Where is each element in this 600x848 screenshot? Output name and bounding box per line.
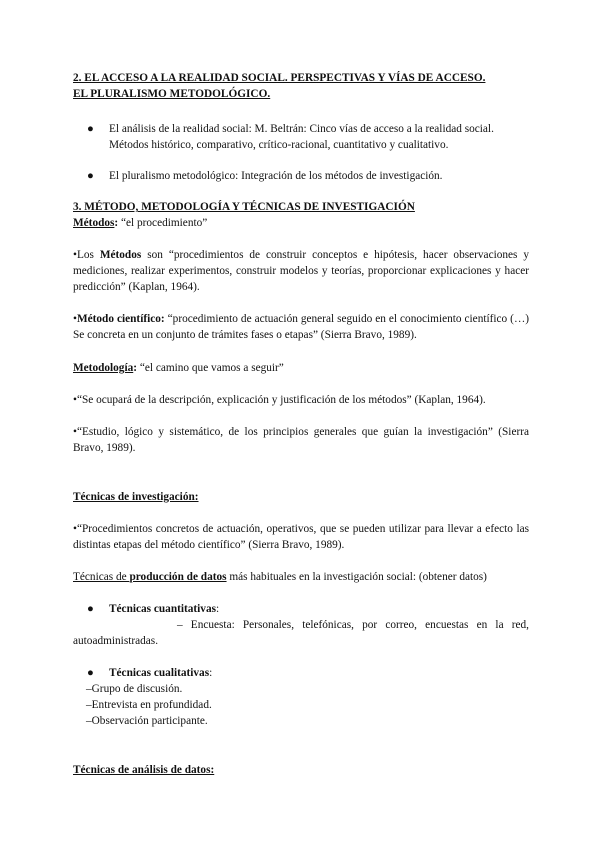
metodologia-colon: : <box>133 362 138 374</box>
metodo-cientifico-definition <box>73 311 529 343</box>
cuantitativas-colon: : <box>216 603 220 615</box>
bullet-icon: ● <box>87 667 94 679</box>
bullet-icon: ● <box>87 603 94 615</box>
produccion-prefix: Técnicas de <box>73 571 130 583</box>
metodo-cientifico-term: Método científico: <box>76 313 165 325</box>
cualitativas-label-line <box>109 665 529 681</box>
metodos-colon: : <box>114 217 119 229</box>
tecnicas-heading: Técnicas de investigación: <box>73 491 199 503</box>
list-item-text: El pluralismo metodológico: Integración de los métodos de investigación. <box>109 170 443 182</box>
tecnicas-definition: •“Procedimientos concretos de actuación, operativos, que se pueden utilizar para llevar a efecto las distintas etapas del método científico” (Sierra Bravo, 1989). <box>73 523 529 551</box>
section-2-title-line-1: 2. EL ACCESO A LA REALIDAD SOCIAL. PERSPECTIVAS Y VÍAS DE ACCESO. <box>73 72 486 84</box>
metodologia-definition-2: •“Estudio, lógico y sistemático, de los principios generales que guían la investigación” (Sierra Bravo, 1989). <box>73 426 529 454</box>
section-3-title: 3. MÉTODO, METODOLOGÍA Y TÉCNICAS DE INVESTIGACIÓN <box>73 201 415 213</box>
list-item-text: El análisis de la realidad social: M. Beltrán: Cinco vías de acceso a la realidad social. Métodos histórico, comparativo, crítico-racional, cuantitativo y cualitativo. <box>109 123 494 151</box>
cualitativas-item: –Grupo de discusión. <box>86 683 183 695</box>
bullet-prefix: •Los <box>73 249 100 261</box>
metodos-definition <box>73 247 529 295</box>
metodos-label-line <box>73 215 529 231</box>
cualitativas-item: –Entrevista en profundidad. <box>86 699 212 711</box>
metodos-tagline: “el procedimiento” <box>118 217 208 229</box>
produccion-suffix: más habituales en la investigación social: (obtener datos) <box>226 571 487 583</box>
produccion-datos-line <box>73 569 529 585</box>
cualitativas-item: –Observación participante. <box>86 715 208 727</box>
bullet-icon: ● <box>87 170 94 182</box>
analisis-datos-heading: Técnicas de análisis de datos: <box>73 764 215 776</box>
metodos-label: Métodos <box>73 217 115 229</box>
metodos-definition-text: son “procedimientos de construir conceptos e hipótesis, hacer observaciones y mediciones, realizar experimentos, construir modelos y teorías, proporcionar explicaciones y hacer predicción” (Kaplan, 1964). <box>73 249 530 293</box>
cuantitativas-label: Técnicas cuantitativas <box>109 603 217 615</box>
bullet-prefix: • <box>73 313 77 325</box>
metodos-term: Métodos <box>99 249 142 261</box>
produccion-term: producción de datos <box>129 571 227 583</box>
cualitativas-colon: : <box>209 667 213 679</box>
bullet-icon: ● <box>87 123 94 135</box>
metodologia-definition-1: •“Se ocupará de la descripción, explicación y justificación de los métodos” (Kaplan, 1964). <box>73 394 486 406</box>
metodologia-label-line <box>73 360 529 376</box>
metodologia-tagline: “el camino que vamos a seguir” <box>137 362 284 374</box>
section-2-title-line-2: EL PLURALISMO METODOLÓGICO. <box>73 88 271 100</box>
cuantitativas-detail: – Encuesta: Personales, telefónicas, por correo, encuestas en la red, autoadministradas. <box>73 619 529 647</box>
cualitativas-label: Técnicas cualitativas <box>109 667 210 679</box>
cuantitativas-label-line <box>109 601 529 617</box>
metodo-cientifico-text: “procedimiento de actuación general seguido en el conocimiento científico (…) Se concreta en un conjunto de trámites fases o etapas” (Sierra Bravo, 1989). <box>73 313 529 341</box>
metodologia-label: Metodología <box>73 362 134 374</box>
